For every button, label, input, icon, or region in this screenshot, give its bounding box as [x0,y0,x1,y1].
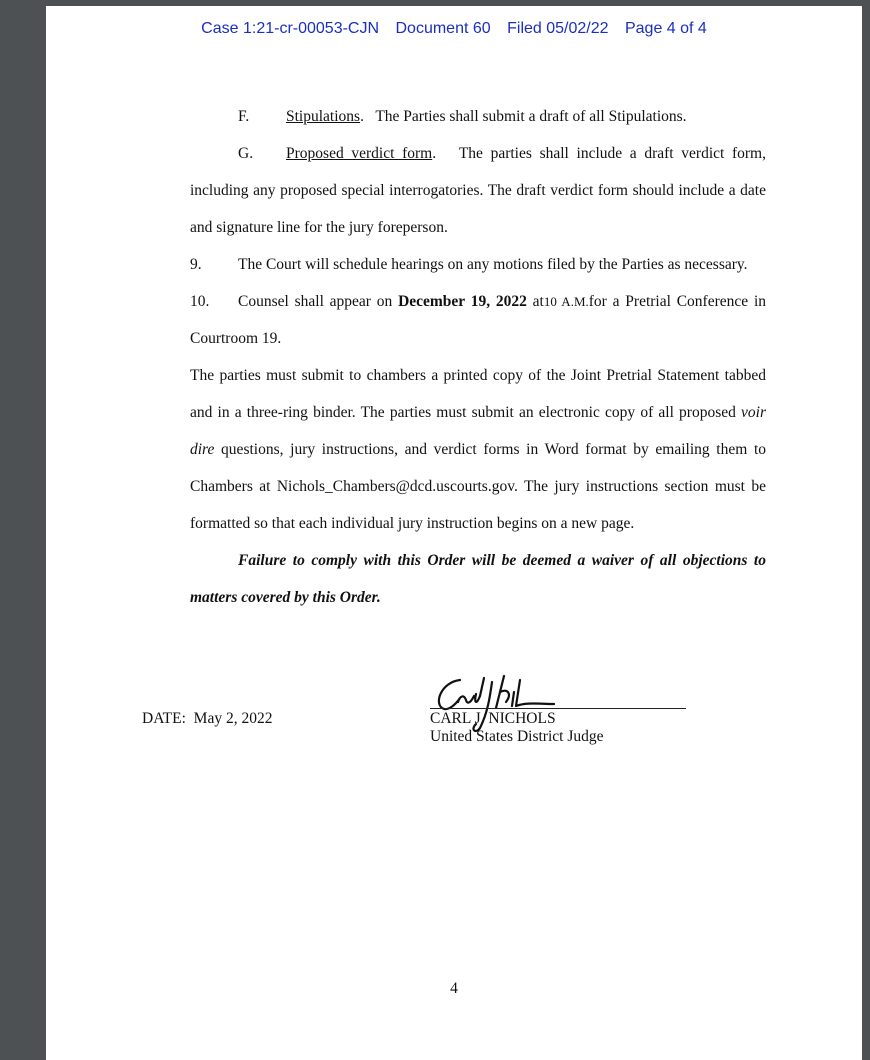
signature-line [430,708,686,709]
judge-name: CARL J. NICHOLS [430,710,556,727]
item-10-post: for a Pretrial Conference in Courtroom 19. [190,293,767,347]
item-10 [190,283,766,357]
item-g: G. Proposed verdict form. The parties shall include a draft verdict form, including any proposed special interrogatories. The draft verdict form should include a date and signature line for the jury foreperson. [190,135,766,246]
item-10-label: 10. [190,293,210,310]
item-10-time: 10 A.M. [543,294,589,309]
item-10-at: at [526,293,544,310]
judge-title: United States District Judge [430,728,604,745]
warning-paragraph [190,542,766,616]
item-g-title: Proposed verdict form [286,145,433,162]
item-9-text: The Court will schedule hearings on any motions filed by the Parties as necessary. [238,256,748,273]
item-f-text: The Parties shall submit a draft of all Stipulations. [375,108,687,125]
item-g-label: G. [238,145,254,162]
date-value: May 2, 2022 [193,710,273,727]
item-f-label: F. [238,108,250,125]
item-10-pre: Counsel shall appear on [238,293,399,310]
document-page [46,6,862,1060]
document-number: Document 60 [395,20,491,37]
item-f: F. Stipulations. The Parties shall submit a draft of all Stipulations. [190,98,766,135]
order-body [190,98,766,616]
warning-text: Failure to comply with this Order will be deemed a waiver of all objections to matters covered by this Order. [190,552,766,606]
page-number: 4 [450,980,458,997]
case-number: Case 1:21-cr-00053-CJN [201,20,380,37]
filed-date: Filed 05/02/22 [507,20,609,37]
item-f-title: Stipulations [286,108,361,125]
page-indicator: Page 4 of 4 [624,20,707,37]
instructions-paragraph [190,357,766,542]
date-label: DATE: [142,710,186,727]
instructions-part2: questions, jury instructions, and verdict forms in Word format by emailing them to Chambers at Nichols_Chambers@dcd.uscourts.gov. The jury instructions section must be formatted so that each individual jury instruction begins on a new page. [190,441,766,532]
item-10-date: December 19, 2022 [398,293,527,310]
case-header [46,20,862,38]
item-9-label: 9. [190,256,202,273]
date-line [142,710,272,728]
instructions-part1: The parties must submit to chambers a printed copy of the Joint Pretrial Statement tabbed and in a three-ring binder. The parties must submit an electronic copy of all proposed [190,367,766,421]
instructions-voir-dire: voir dire [190,404,766,458]
item-9 [190,246,766,283]
item-g-text: The parties shall include a draft verdict form, including any proposed special interrogatories. The draft verdict form should include a date and signature line for the jury foreperson. [190,145,766,236]
